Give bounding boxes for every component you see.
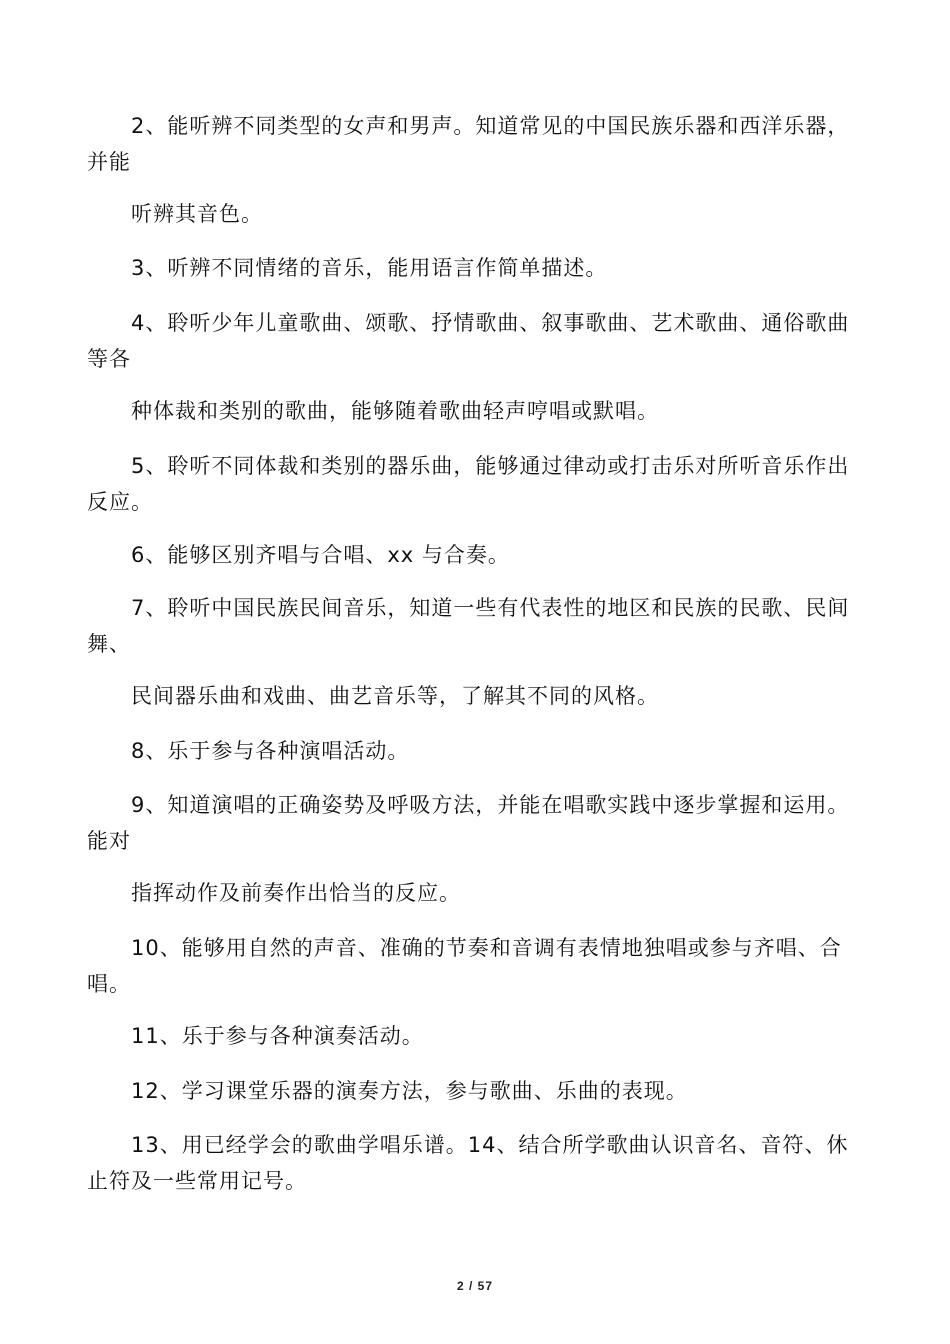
paragraph-10: 10、能够用自然的声音、准确的节奏和音调有表情地独唱或参与齐唱、合唱。 bbox=[87, 936, 842, 996]
paragraph-12: 12、学习课堂乐器的演奏方法，参与歌曲、乐曲的表现。 bbox=[131, 1079, 688, 1103]
paragraph-6: 6、能够区别齐唱与合唱、xx 与合奏。 bbox=[131, 543, 510, 567]
paragraph-3: 3、听辨不同情绪的音乐，能用语言作简单描述。 bbox=[131, 256, 608, 280]
paragraph-2-continuation: 听辨其音色。 bbox=[131, 202, 263, 226]
page-number: 2 / 57 bbox=[456, 1279, 494, 1293]
paragraph-9-continuation: 指挥动作及前奏作出恰当的反应。 bbox=[131, 881, 461, 905]
paragraph-7: 7、聆听中国民族民间音乐，知道一些有代表性的地区和民族的民歌、民间舞、 bbox=[87, 596, 850, 656]
paragraph-5: 5、聆听不同体裁和类别的器乐曲，能够通过律动或打击乐对所听音乐作出反应。 bbox=[87, 454, 850, 514]
paragraph-9: 9、知道演唱的正确姿势及呼吸方法，并能在唱歌实践中逐步掌握和运用。能对 bbox=[87, 793, 850, 853]
paragraph-4-continuation: 种体裁和类别的歌曲，能够随着歌曲轻声哼唱或默唱。 bbox=[131, 399, 659, 423]
paragraph-7-continuation: 民间器乐曲和戏曲、曲艺音乐等，了解其不同的风格。 bbox=[131, 684, 659, 708]
paragraph-11: 11、乐于参与各种演奏活动。 bbox=[131, 1024, 424, 1048]
paragraph-4: 4、聆听少年儿童歌曲、颂歌、抒情歌曲、叙事歌曲、艺术歌曲、通俗歌曲等各 bbox=[87, 311, 850, 371]
paragraph-2: 2、能听辨不同类型的女声和男声。知道常见的中国民族乐器和西洋乐器，并能 bbox=[87, 114, 850, 174]
paragraph-8: 8、乐于参与各种演唱活动。 bbox=[131, 739, 410, 763]
paragraph-13-14: 13、用已经学会的歌曲学唱乐谱。14、结合所学歌曲认识音名、音符、休止符及一些常用记号。 bbox=[87, 1133, 849, 1193]
